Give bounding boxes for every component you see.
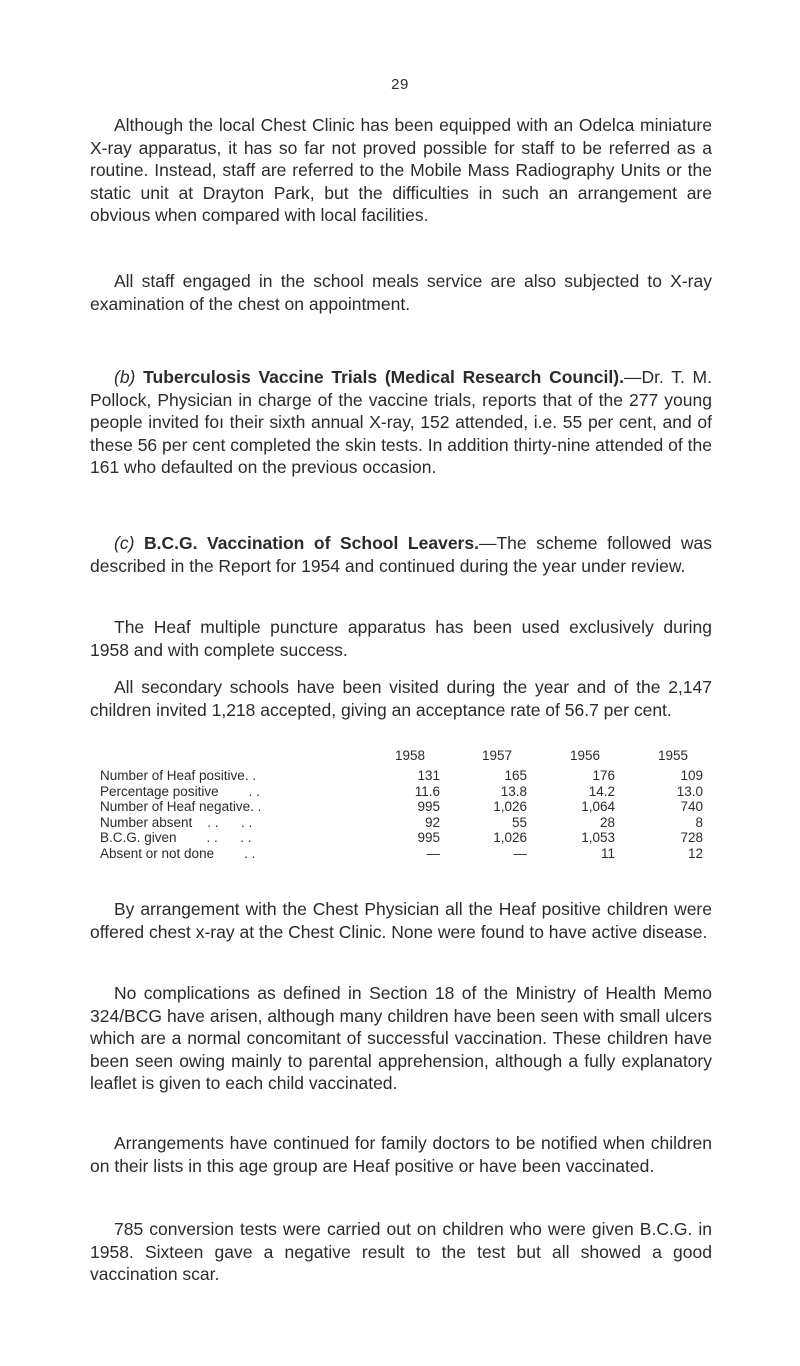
table-cell: 1,053 [581, 830, 615, 845]
table-cell: 14.2 [588, 783, 615, 799]
section-marker-b: (b) [114, 367, 136, 387]
table-row-label: Number of Heaf positive. . [100, 768, 257, 783]
table-cell: 12 [687, 845, 703, 861]
section-heading-vaccine-trials: Tuberculosis Vaccine Trials (Medical Research Council). [143, 367, 624, 387]
table-row [90, 768, 730, 784]
table-row-label: B.C.G. given . . . . [100, 830, 252, 845]
table-cell: 11.6 [414, 783, 440, 799]
table-row [90, 815, 730, 831]
table-cell: 13.0 [676, 783, 703, 799]
table-cell: — [426, 845, 440, 861]
table-cell: 8 [695, 814, 703, 830]
table-header-year: 1957 [481, 748, 513, 763]
paragraph-vaccine-trials [90, 366, 712, 479]
table-cell: 728 [680, 830, 703, 845]
table-cell: 995 [417, 830, 440, 845]
table-cell: 92 [424, 814, 440, 830]
table-cell: 28 [599, 814, 615, 830]
table-row-label: Number of Heaf negative. . [100, 799, 262, 814]
table-row-label: Absent or not done . . [100, 845, 256, 861]
paragraph-family-doctors: Arrangements have continued for family doctors to be notified when children on their lists in this age group are Heaf positive or have been vaccinated. [90, 1133, 712, 1176]
table-cell: — [513, 845, 527, 861]
section-heading-bcg: B.C.G. Vaccination of School Leavers. [144, 533, 479, 553]
paragraph-conversion-tests: 785 conversion tests were carried out on children who were given B.C.G. in 1958. Sixteen gave a negative result to the test but all showed a good vaccination scar. [90, 1219, 712, 1284]
table-row-label: Number absent . . . . [100, 814, 253, 830]
paragraph-secondary-schools: All secondary schools have been visited during the year and of the 2,147 children invited 1,218 accepted, giving an acceptance rate of 56.7 per cent. [90, 677, 712, 720]
paragraph-chest-clinic: Although the local Chest Clinic has been equipped with an Odelca miniature X-ray apparatus, it has so far not proved possible for staff to be referred as a routine. Instead, staff are referred to the Mobile Mass Radiography Units or the static unit at Drayton Park, but the difficulties in such an arrangement are obvious when compared with local facilities. [90, 115, 712, 225]
table-cell: 55 [511, 814, 527, 830]
paragraph-heaf-apparatus: The Heaf multiple puncture apparatus has been used exclusively during 1958 and with complete success. [90, 617, 712, 660]
table-cell: 11 [600, 845, 615, 861]
table-row-label: Percentage positive . . [100, 783, 260, 799]
table-row [90, 846, 730, 862]
paragraph-school-meals: All staff engaged in the school meals service are also subjected to X-ray examination of the chest on appointment. [90, 271, 712, 314]
page-number: 29 [391, 76, 409, 93]
table-cell: 740 [680, 799, 703, 814]
table-header-year: 1955 [657, 748, 689, 763]
paragraph-bcg-text: —The scheme followed was described in the Report for 1954 and continued during the year under review. [90, 533, 712, 576]
table-cell: 165 [504, 768, 527, 783]
table-row [90, 784, 730, 800]
table-cell: 176 [592, 768, 615, 783]
paragraph-bcg-vaccination [90, 532, 712, 577]
heaf-statistics-table [90, 748, 730, 861]
table-cell: 1,026 [493, 830, 527, 845]
table-header-year: 1956 [569, 748, 601, 763]
table-row [90, 830, 730, 846]
table-cell: 1,026 [493, 799, 527, 814]
paragraph-chest-xray: By arrangement with the Chest Physician all the Heaf positive children were offered chest x-ray at the Chest Clinic. None were found to have active disease. [90, 899, 712, 942]
table-cell: 1,064 [581, 799, 615, 814]
paragraph-complications: No complications as defined in Section 18 of the Ministry of Health Memo 324/BCG have arisen, although many children have been seen with small ulcers which are a normal concomitant of successful vaccination. These children have been seen owing mainly to parental apprehension, although a fully explanatory leaflet is given to each child vaccinated. [90, 983, 712, 1093]
table-cell: 995 [417, 799, 440, 814]
section-marker-c: (c) [114, 533, 135, 553]
table-row [90, 799, 730, 815]
table-header-year: 1958 [394, 748, 426, 763]
paragraph-vaccine-trials-text: —Dr. T. M. Pollock, Physician in charge of the vaccine trials, reports that of the 277 young people invited foı their sixth annual X-ray, 152 attended, i.e. 55 per cent, and of these 56 per cent completed the skin tests. In addition thirty-nine attended of the 161 who defaulted on the previous occasion. [90, 367, 712, 477]
table-cell: 13.8 [500, 783, 527, 799]
table-cell: 131 [417, 768, 440, 783]
table-header-row [90, 748, 730, 768]
table-cell: 109 [680, 768, 703, 783]
